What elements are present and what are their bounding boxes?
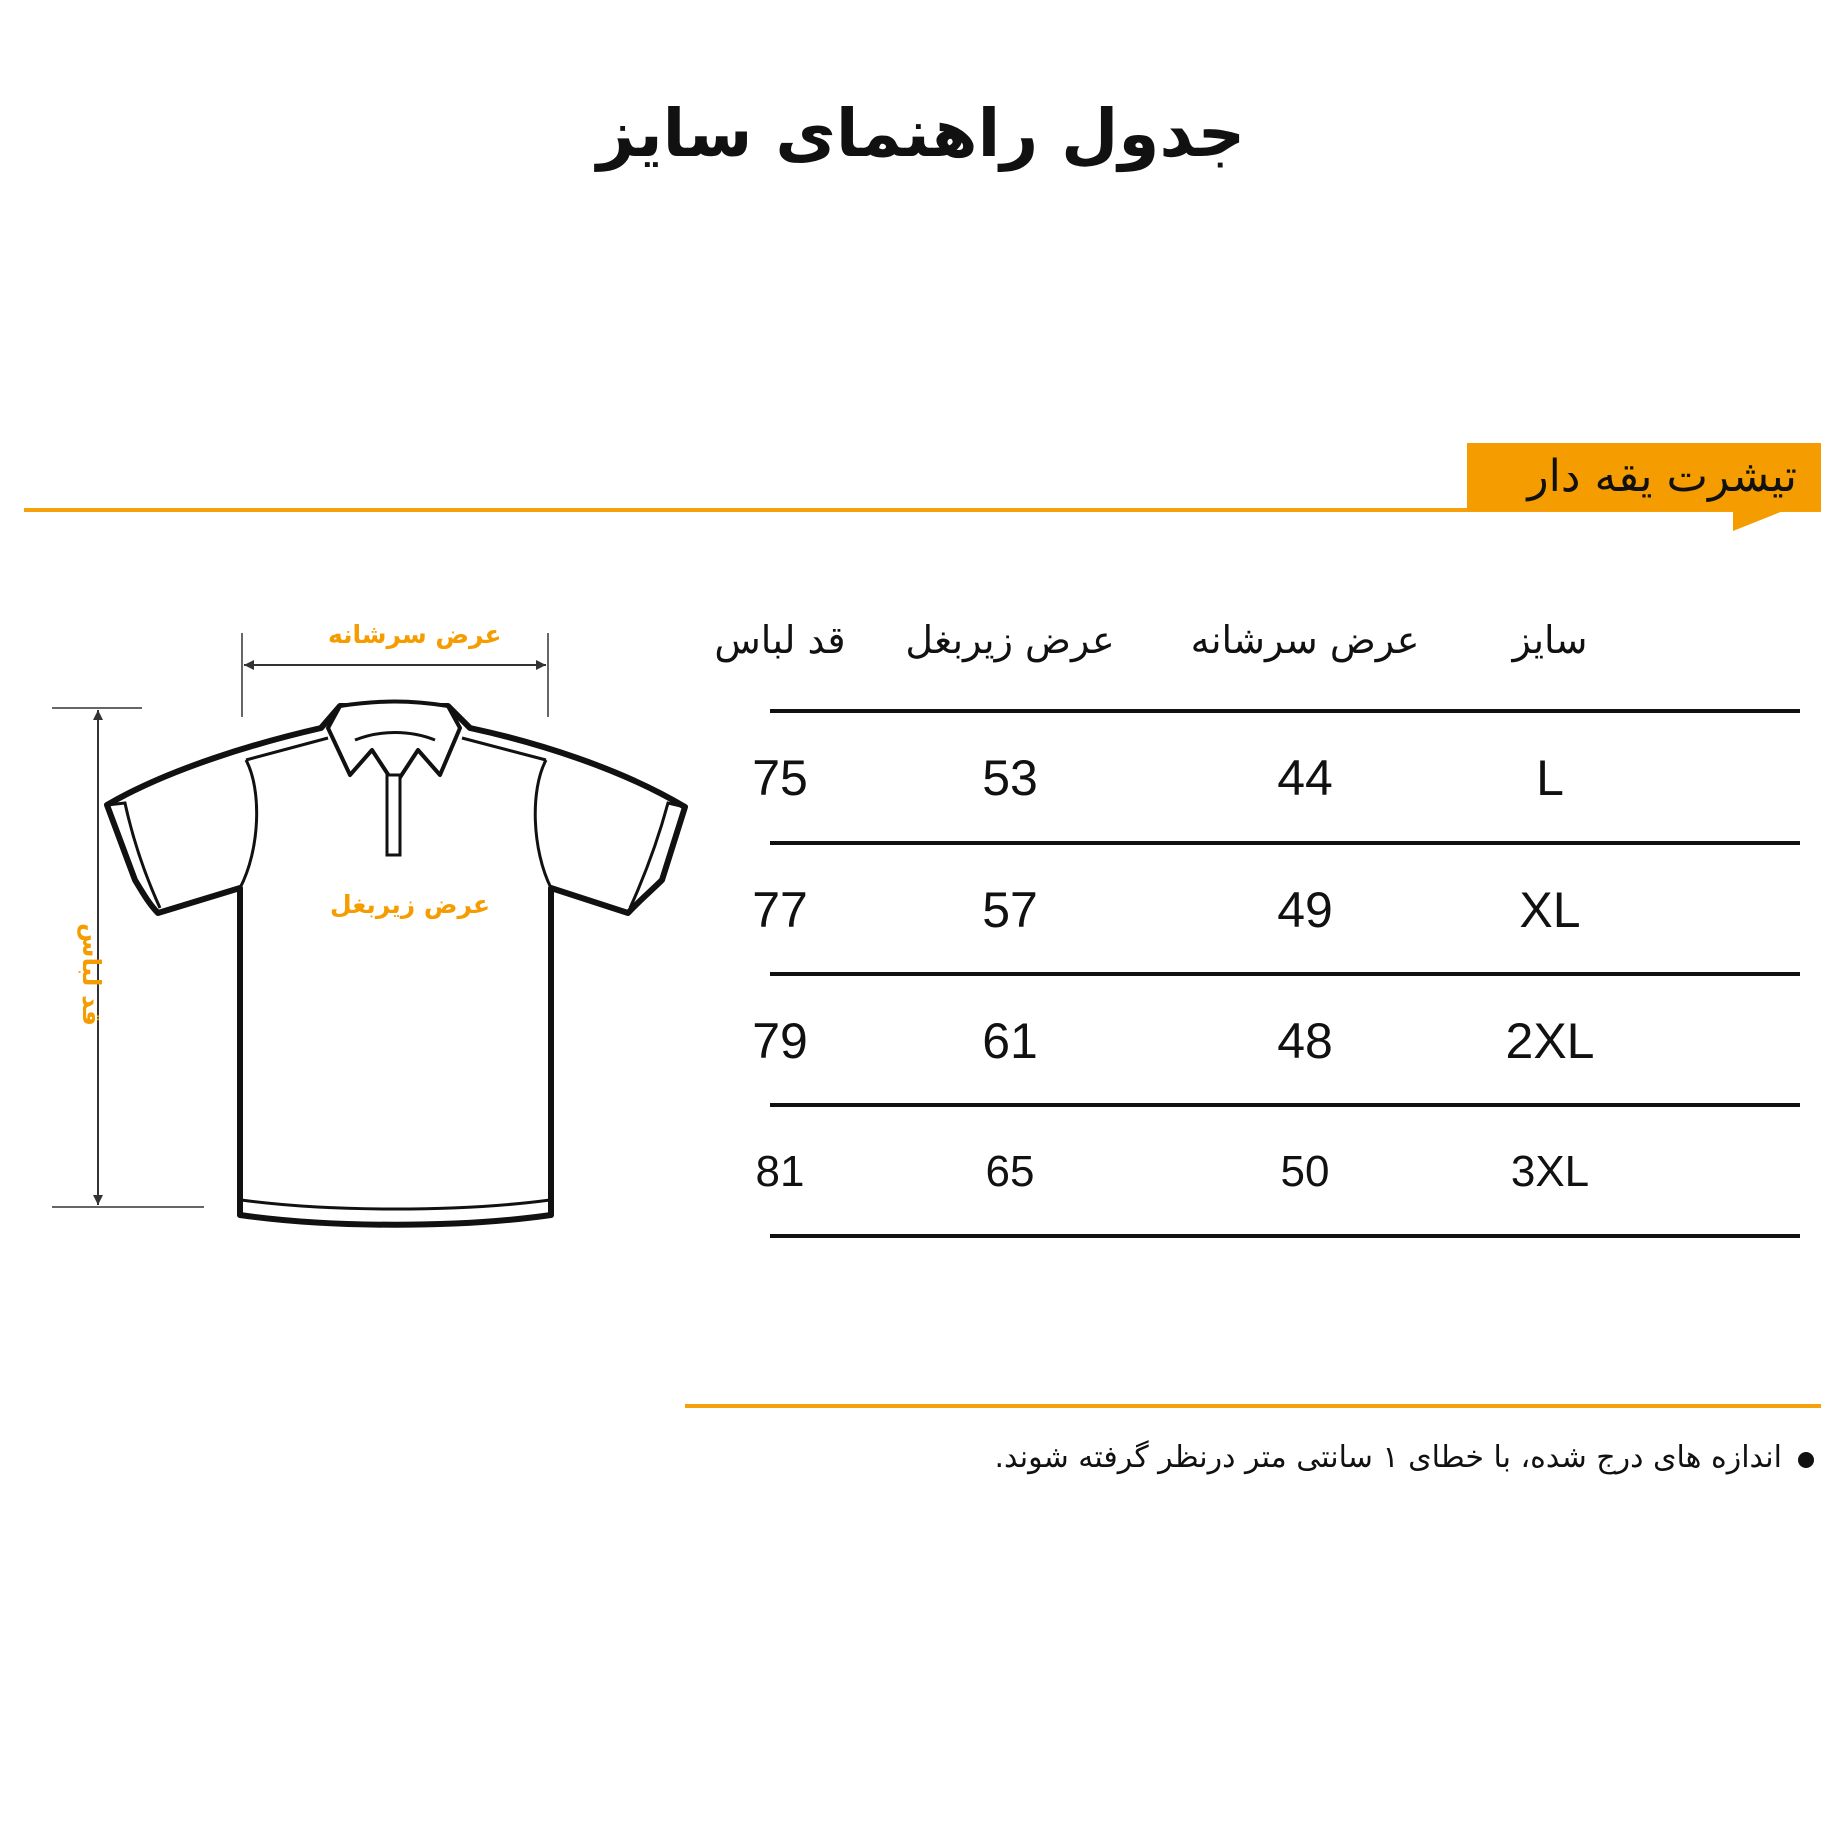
cell-length: 81	[755, 1147, 805, 1196]
cell-chest: 57	[982, 882, 1038, 938]
table-row	[752, 974, 1800, 1105]
cell-shoulder: 48	[1277, 1013, 1333, 1069]
measurement-note: اندازه های درج شده، با خطای ۱ سانتی متر درنظر گرفته شوند.	[994, 1440, 1782, 1475]
section-tab-pointer	[1733, 511, 1783, 531]
table-row	[752, 843, 1800, 974]
section-tab: تیشرت یقه دار	[1467, 443, 1821, 511]
shoulder-width-label: عرض سرشانه	[328, 620, 502, 649]
cell-shoulder: 44	[1277, 750, 1333, 806]
header-shoulder: عرض سرشانه	[1190, 618, 1420, 662]
cell-size: 3XL	[1510, 1147, 1590, 1196]
cell-size: 2XL	[1505, 1013, 1595, 1069]
page-title: جدول راهنمای سایز	[596, 95, 1246, 172]
table-header	[714, 600, 1800, 710]
length-label: قد لباس	[77, 923, 106, 1026]
cell-shoulder: 49	[1277, 882, 1333, 938]
cell-size: XL	[1519, 882, 1581, 938]
cell-length: 75	[752, 750, 808, 806]
polo-shirt-icon	[0, 600, 720, 1260]
footer-divider	[685, 1404, 1821, 1408]
header-chest: عرض زیربغل	[905, 618, 1115, 662]
cell-chest: 61	[982, 1013, 1038, 1069]
cell-length: 79	[752, 1013, 808, 1069]
cell-length: 77	[752, 882, 808, 938]
cell-size: L	[1536, 750, 1564, 806]
table-rule	[770, 1234, 1800, 1238]
cell-shoulder: 50	[1280, 1147, 1330, 1196]
chest-width-label: عرض زیربغل	[330, 890, 491, 919]
header-size: سایز	[1512, 618, 1588, 662]
cell-chest: 65	[985, 1147, 1035, 1196]
cell-chest: 53	[982, 750, 1038, 806]
shirt-diagram	[0, 600, 720, 1260]
table-row	[755, 1105, 1800, 1236]
bullet-icon	[1798, 1452, 1814, 1468]
table-row	[752, 711, 1800, 842]
header-length: قد لباس	[714, 618, 846, 662]
